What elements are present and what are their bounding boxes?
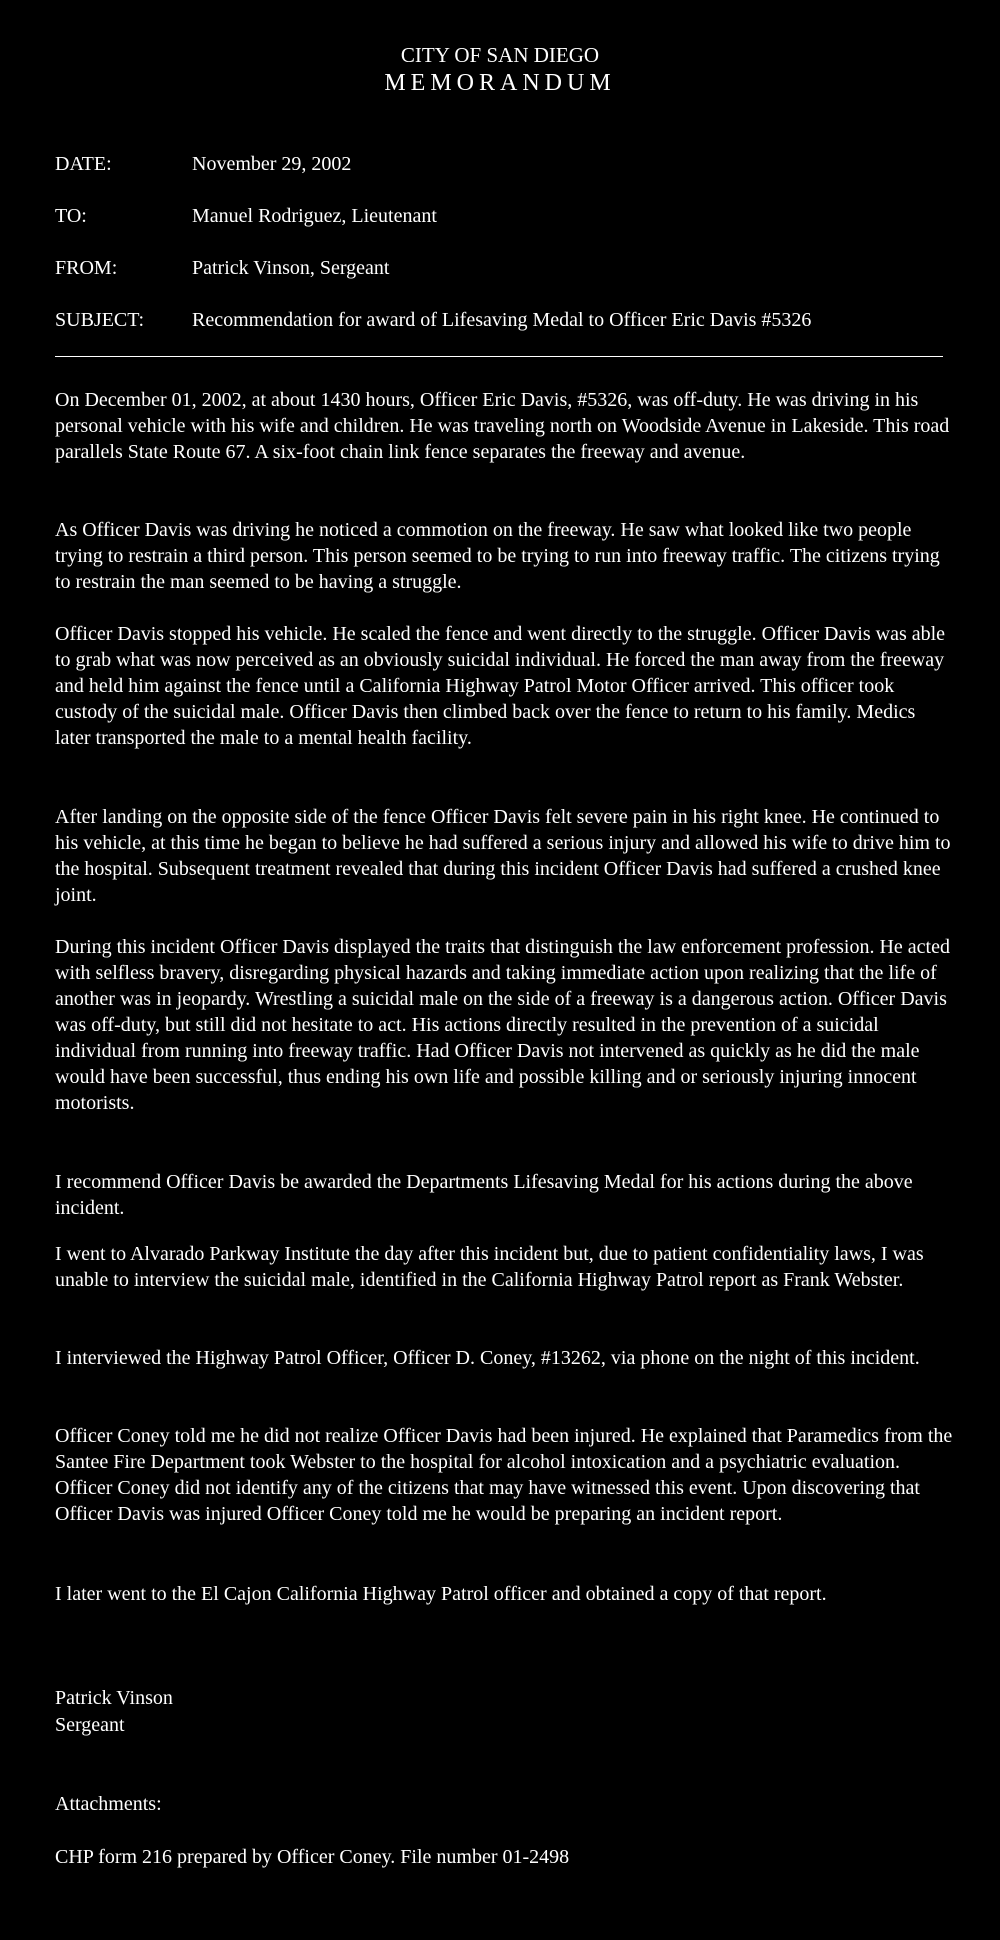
subject-row bbox=[55, 307, 811, 333]
to-value: Manuel Rodriguez, Lieutenant bbox=[192, 205, 437, 227]
header-divider bbox=[55, 356, 943, 357]
body-paragraph-1: On December 01, 2002, at about 1430 hours, Officer Eric Davis, #5326, was off-duty. He was driving in his personal vehicle with his wife and children. He was traveling north on Woodside Avenue in Lakeside. This road parallels State Route 67. A six-foot chain link fence separates the freeway and avenue. bbox=[55, 389, 950, 463]
document-type-heading: MEMORANDUM bbox=[384, 70, 616, 96]
body-paragraph-10: I later went to the El Cajon California Highway Patrol officer and obtained a copy of that report. bbox=[55, 1583, 827, 1605]
body-paragraph-7: I went to Alvarado Parkway Institute the day after this incident but, due to patient confidentiality laws, I was unable to interview the suicidal male, identified in the California Highway Patrol report as Frank Webster. bbox=[55, 1243, 924, 1291]
signature-name: Patrick Vinson bbox=[55, 1687, 173, 1709]
body-paragraph-2: As Officer Davis was driving he noticed a commotion on the freeway. He saw what looked like two people trying to restrain a third person. This person seemed to be trying to run into freeway traffic. The citizens trying to restrain the man seemed to be having a struggle. bbox=[55, 519, 940, 593]
from-label: FROM: bbox=[55, 257, 118, 279]
city-heading: CITY OF SAN DIEGO bbox=[400, 43, 600, 67]
from-value: Patrick Vinson, Sergeant bbox=[192, 257, 390, 279]
to-label: TO: bbox=[55, 205, 87, 227]
date-label: DATE: bbox=[55, 153, 112, 175]
body-paragraph-4: After landing on the opposite side of the fence Officer Davis felt severe pain in his right knee. He continued to his vehicle, at this time he began to believe he had suffered a serious injury and allowed his wife to drive him to the hospital. Subsequent treatment revealed that during this incident Officer Davis had suffered a crushed knee joint. bbox=[55, 806, 951, 906]
date-row bbox=[55, 151, 351, 177]
body-paragraph-3: Officer Davis stopped his vehicle. He scaled the fence and went directly to the struggle. Officer Davis was able to grab what was now perceived as an obviously suicidal individual. He forced the man away from the freeway and held him against the fence until a California Highway Patrol Motor Officer arrived. This officer took custody of the suicidal male. Officer Davis then climbed back over the fence to return to his family. Medics later transported the male to a mental health facility. bbox=[55, 623, 946, 749]
body-paragraph-6: I recommend Officer Davis be awarded the Departments Lifesaving Medal for his actions during the above incident. bbox=[55, 1171, 913, 1219]
body-paragraph-5: During this incident Officer Davis displayed the traits that distinguish the law enforcement profession. He acted with selfless bravery, disregarding physical hazards and taking immediate action upon realizing that the life of another was in jeopardy. Wrestling a suicidal male on the side of a freeway is a dangerous action. Officer Davis was off-duty, but still did not hesitate to act. His actions directly resulted in the prevention of a suicidal individual from running into freeway traffic. Had Officer Davis not intervened as quickly as he did the male would have been successful, thus ending his own life and possible killing and or seriously injuring innocent motorists. bbox=[55, 936, 950, 1114]
subject-label: SUBJECT: bbox=[55, 309, 145, 331]
attachments-label: Attachments: bbox=[55, 1793, 162, 1815]
date-value: November 29, 2002 bbox=[192, 153, 352, 175]
to-row bbox=[55, 203, 437, 229]
signature-title: Sergeant bbox=[55, 1714, 125, 1736]
body-paragraph-8: I interviewed the Highway Patrol Officer, Officer D. Coney, #13262, via phone on the night of this incident. bbox=[55, 1347, 920, 1369]
from-row bbox=[55, 255, 389, 281]
body-paragraph-9: Officer Coney told me he did not realize Officer Davis had been injured. He explained that Paramedics from the Santee Fire Department took Webster to the hospital for alcohol intoxication and a psychiatric evaluation. Officer Coney did not identify any of the citizens that may have witnessed this event. Upon discovering that Officer Davis was injured Officer Coney told me he would be preparing an incident report. bbox=[55, 1425, 953, 1525]
attachment-item: CHP form 216 prepared by Officer Coney. File number 01-2498 bbox=[55, 1846, 570, 1868]
subject-value: Recommendation for award of Lifesaving Medal to Officer Eric Davis #5326 bbox=[192, 309, 812, 331]
